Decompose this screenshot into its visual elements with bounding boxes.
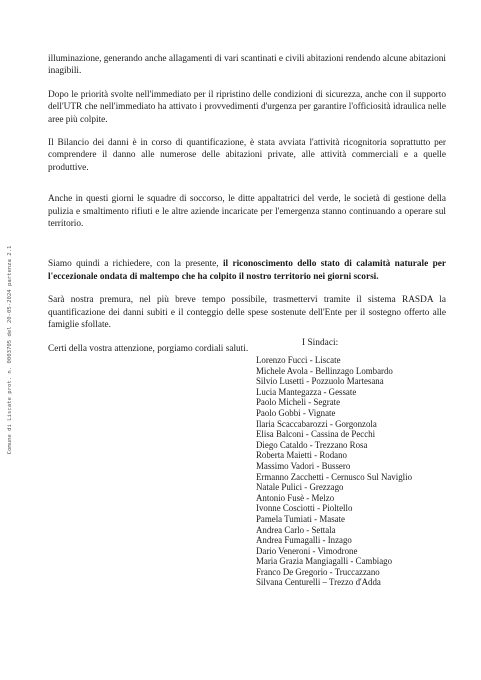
signer-item: Dario Veneroni - Vimodrone <box>256 545 358 556</box>
request-intro: Siamo quindi a richiedere, con la presente, <box>48 259 223 270</box>
signer-item: Massimo Vadori - Bussero <box>256 460 351 471</box>
protocol-stamp <box>6 200 14 500</box>
paragraph-rasda: Sarà nostra premura, nel più breve tempo possibile, trasmettervi tramite il sistema RASDA la quantificazione dei danni subiti e il conteggio delle spese sostenute dell'Ente per il sostegno offerto alle famiglie sfollate. <box>48 295 446 331</box>
signer-item: Paolo Gobbi - Vignate <box>256 407 336 418</box>
signer-item: Andrea Fumagalli - Inzago <box>256 535 352 546</box>
letter-body <box>48 53 446 355</box>
signer-item: Andrea Carlo - Settala <box>256 524 336 535</box>
signer-item: Ivonne Cosciotti - Pioltello <box>256 503 353 514</box>
paragraph-damage-summary: illuminazione, generando anche allagamenti di vari scantinati e civili abitazioni rendendo alcune abitazioni inagibili. <box>48 54 446 77</box>
request-emphasis: il riconoscimento dello stato di calamità naturale per l'eccezionale ondata di maltempo che ha colpito il nostro territorio nei giorni scorsi. <box>48 259 446 282</box>
signer-item: Maria Grazia Mangiagalli - Cambiago <box>256 556 393 567</box>
signer-item: Franco De Gregorio - Truccazzano <box>256 566 380 577</box>
signer-item: Michele Avola - Bellinzago Lombardo <box>256 365 393 376</box>
paragraph-request <box>48 258 446 283</box>
signer-item: Silvio Lusetti - Pozzuolo Martesana <box>256 376 384 387</box>
paragraph-damage-assessment: Il Bilancio dei danni è in corso di quantificazione, è stata avviata l'attività ricognitoria soprattutto per comprendere il danno alle numerose delle abitazioni private, alle attività commerciali e a quelle produttive. <box>48 138 446 173</box>
signer-item: Ilaria Scaccabarozzi - Gorgonzola <box>256 418 377 429</box>
paragraph-ongoing-operations: Anche in questi giorni le squadre di soccorso, le ditte appaltatrici del verde, le società di gestione della pulizia e smaltimento rifiuti e le altre aziende incaricate per l'emergenza stanno continuando a operare sul territorio. <box>48 194 446 230</box>
signer-item: Paolo Micheli - Segrate <box>256 397 341 408</box>
signer-item: Roberta Maietti - Rodano <box>256 450 347 461</box>
signer-item: Elisa Balconi - Cassina de Pecchi <box>256 429 376 440</box>
protocol-stamp-text: Comune di Liscate prot. n. 0003705 del 20-05-2024 partenza 2.1 <box>7 245 13 455</box>
signer-item: Pamela Tumiati - Masate <box>256 513 345 524</box>
signers-list <box>256 355 412 588</box>
signer-item: Natale Pulici - Grezzago <box>256 482 344 493</box>
paragraph-closing: Certi della vostra attenzione, porgiamo cordiali saluti. <box>48 343 249 354</box>
signer-item: Antonio Fusè - Melzo <box>256 492 335 503</box>
signers-heading: I Sindaci: <box>302 338 339 348</box>
signer-item: Lucia Mantegazza - Gessate <box>256 386 357 397</box>
paragraph-safety-actions: Dopo le priorità svolte nell'immediato per il ripristino delle condizioni di sicurezza, anche con il supporto dell'UTR che nell'immediato ha attivato i provvedimenti d'urgenza per garantire l'officiosità idraulica nelle aree più colpite. <box>48 89 446 125</box>
signer-item: Ermanno Zacchetti - Cernusco Sul Naviglio <box>256 471 413 482</box>
signer-item: Lorenzo Fucci - Liscate <box>256 355 341 365</box>
signer-item: Diego Cataldo - Trezzano Rosa <box>256 439 368 450</box>
signer-item: Silvana Centurelli – Trezzo d'Adda <box>256 577 381 588</box>
